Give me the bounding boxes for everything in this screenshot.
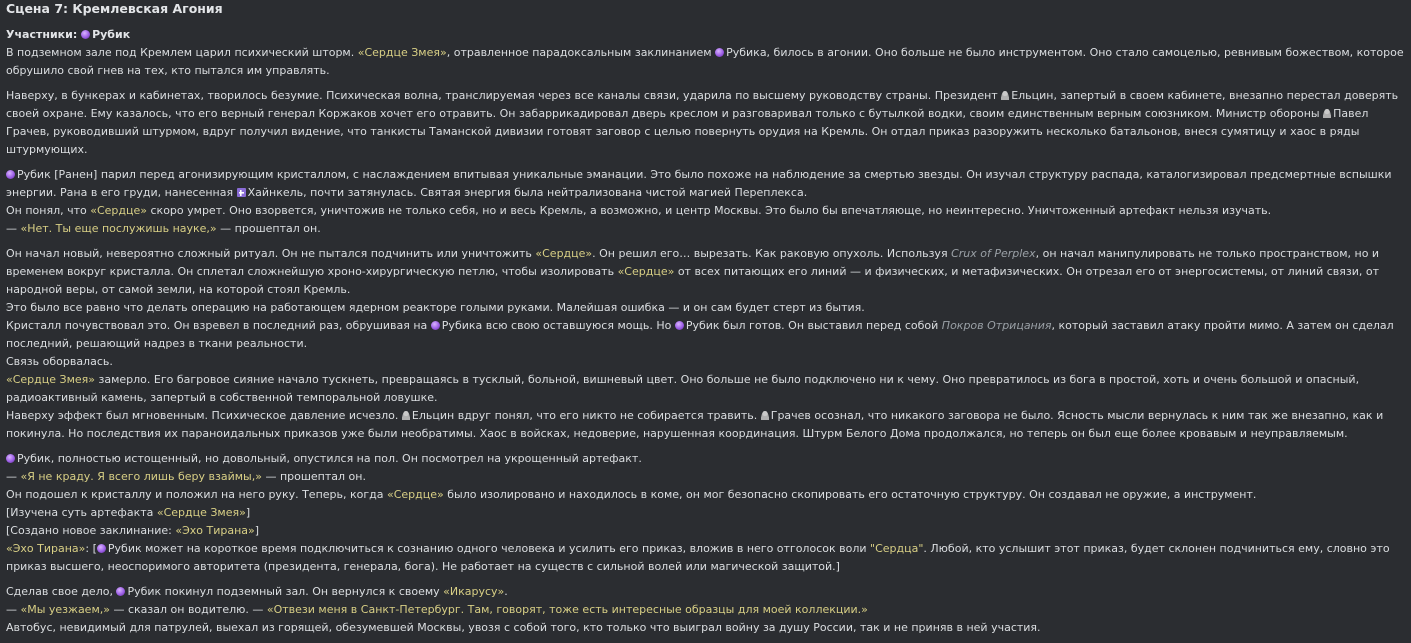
person-bust-icon — [1323, 109, 1331, 118]
text-run: В подземном зале под Кремлем царил психический шторм. — [6, 46, 358, 59]
text-run: — прошептал он. — [261, 470, 366, 483]
quoted-text: «Сердце» — [617, 265, 675, 278]
quoted-text: «Отвези меня в Санкт-Петербург. Там, говорят, тоже есть интересные образцы для моей коллекции.» — [266, 603, 868, 616]
text-run: , он начал манипулировать не только пространством, но и временем вокруг кристалла. Он сплетал сложнейшую хроно-хирургическую петлю, чтобы изолировать — [6, 247, 1380, 278]
text-run: замерло. Его багровое сияние начало тускнеть, превращаясь в тусклый, больной, вишневый цвет. Оно больше не было подключено ни к чему. Оно превратилось из бога в простой, хоть и очень большой и опасный, радиоактивный камень, запертый в собственной темпоральной ловушке. — [6, 373, 1360, 404]
text-run: Автобус, невидимый для патрулей, выехал из горящей, обезумевшей Москвы, увозя с собой того, кто только что выиграл войну за душу России, так и не приняв в ней участия. — [6, 621, 1041, 634]
purple-orb-icon — [97, 544, 106, 553]
purple-orb-icon — [715, 48, 724, 57]
quoted-text: "Сердца" — [870, 542, 924, 555]
text-run: , отравленное парадоксальным заклинанием — [446, 46, 716, 59]
story-line — [6, 522, 1406, 540]
quoted-text: «Сердце» — [535, 247, 593, 260]
participants-label: Участники: — [6, 28, 78, 41]
text-run: [Создано новое заклинание: — [6, 524, 176, 537]
story-paragraph — [6, 450, 1406, 576]
participants-line — [6, 26, 1406, 44]
text-run: — — [6, 222, 21, 235]
story-line — [6, 583, 1406, 601]
purple-orb-icon — [6, 454, 15, 463]
text-run: Наверху, в бункерах и кабинетах, творилось безумие. Психическая волна, транслируемая через все каналы связи, ударила по высшему руководству страны. Президент — [6, 89, 1002, 102]
story-line — [6, 468, 1406, 486]
story-line — [6, 220, 1406, 238]
quoted-text: «Эхо Тирана» — [175, 524, 255, 537]
text-run: Хайнкель, почти затянулась. Святая энергия была нейтрализована чистой магией Переплекса. — [247, 186, 808, 199]
quoted-text: «Икарусу» — [443, 585, 505, 598]
text-run: Рубик был готов. Он выставил перед собой — [685, 319, 942, 332]
quoted-text: «Эхо Тирана» — [6, 542, 86, 555]
text-run: , который заставил атаку пройти мимо. А затем он сделал последний, решающий надрез в ткани реальности. — [6, 319, 1394, 350]
text-run: . Он решил его… вырезать. Как раковую опухоль. Используя — [592, 247, 952, 260]
quoted-text: «Сердце» — [90, 204, 148, 217]
story-line — [6, 540, 1406, 576]
purple-orb-icon — [116, 587, 125, 596]
text-run: Он начал новый, невероятно сложный ритуал. Он не пытался подчинить или уничтожить — [6, 247, 536, 260]
text-run: — — [6, 603, 21, 616]
cross-badge-icon — [237, 188, 246, 197]
text-run: Связь оборвалась. — [6, 355, 113, 368]
story-line — [6, 450, 1406, 468]
text-run: Это было все равно что делать операцию на работающем ядерном реакторе голыми руками. Малейшая ошибка — и он сам будет стерт из бытия. — [6, 301, 865, 314]
person-bust-icon — [402, 411, 410, 420]
text-run: Ельцин, запертый в своем кабинете, внезапно перестал доверять своей охране. Ему казалось, что его верный генерал Коржаков хочет его отравить. Он забаррикадировал дверь креслом и разговаривал только с бутылкой водки, своим единственным верным союзником. Министр обороны — [6, 89, 1399, 120]
scene-title: Сцена 7: Кремлевская Агония — [6, 1, 223, 16]
text-run: — прошептал он. — [216, 222, 321, 235]
text-run: Ельцин вдруг понял, что его никто не собирается травить. — [411, 409, 761, 422]
text-run: Рубик покинул подземный зал. Он вернулся к своему — [127, 585, 444, 598]
quoted-text: «Сердце Змея» — [6, 373, 95, 386]
text-run: от всех питающих его линий — и физических, и метафизических. Он отрезал его от энергосистемы, от линий связи, от народной веры, от самой земли, на которой стоял Кремль. — [6, 265, 1380, 296]
text-run: Грачев осознал, что никакого заговора не было. Ясность мысли вернулась к ним так же внезапно, как и покинула. Но последствия их параноидальных приказов уже были необратимы. Хаос в войсках, недоверие, нарушенная координация. Штурм Белого Дома продолжался, но теперь он был еще более кровавым и неуправляемым. — [6, 409, 1384, 440]
quoted-text: «Сердце» — [387, 488, 444, 501]
story-paragraph — [6, 166, 1406, 238]
purple-orb-icon — [431, 321, 440, 330]
story-body — [6, 44, 1406, 637]
story-paragraph — [6, 87, 1406, 159]
text-run: Наверху эффект был мгновенным. Психическое давление исчезло. — [6, 409, 402, 422]
story-line — [6, 44, 1406, 80]
story-line — [6, 317, 1406, 353]
text-run: . — [504, 585, 508, 598]
text-run: Павел Грачев, руководивший штурмом, вдруг получил видение, что танкисты Таманской дивизии готовят заговор с целью повернуть орудия на Кремль. Он отдал приказ разоружить несколько батальонов, внеся сумятицу и хаос в ряды штурмующих. — [6, 107, 1369, 156]
quoted-text: «Сердце Змея» — [156, 506, 246, 519]
text-run: ] — [245, 506, 251, 519]
story-line — [6, 245, 1406, 299]
chat-message — [6, 0, 1406, 637]
text-run: : [ — [85, 542, 97, 555]
text-run: Сделав свое дело, — [6, 585, 117, 598]
quoted-text: «Мы уезжаем,» — [20, 603, 110, 616]
story-line — [6, 371, 1406, 407]
text-run: ] — [254, 524, 260, 537]
text-run: . Любой, кто услышит этот приказ, будет склонен подчиниться ему, словно это приказ высшего, неоспоримого авторитета (президента, генерала, бога). Не работает на существ с сильной волей или магической защитой.] — [6, 542, 1390, 573]
quoted-text: «Я не краду. Я всего лишь беру взаймы,» — [20, 470, 262, 483]
quoted-text: «Сердце Змея» — [357, 46, 447, 59]
text-run: Рубика, билось в агонии. Оно больше не было инструментом. Оно стало самоцелью, ревнивым божеством, которое обрушило свой гнев на тех, кто пытался им управлять. — [6, 46, 1404, 77]
text-run: было изолировано и находилось в коме, он мог безопасно скопировать его остаточную структуру. Он создавал не оружие, а инструмент. — [443, 488, 1257, 501]
text-run: Рубик [Ранен] парил перед агонизирующим кристаллом, с наслаждением впитывая уникальные эманации. Это было похоже на наблюдение за смертью звезды. Он изучал структуру распада, каталогизировал предсмертные вспышки энергии. Рана в его груди, нанесенная — [6, 168, 1392, 199]
story-line — [6, 299, 1406, 317]
text-run: Рубик, полностью истощенный, но довольный, опустился на пол. Он посмотрел на укрощенный артефакт. — [17, 452, 642, 465]
story-line — [6, 353, 1406, 371]
story-line — [6, 166, 1406, 202]
story-line — [6, 486, 1406, 504]
person-bust-icon — [761, 411, 769, 420]
story-line — [6, 601, 1406, 619]
purple-orb-icon — [675, 321, 684, 330]
story-line — [6, 504, 1406, 522]
text-run: — — [6, 470, 21, 483]
text-run: Он подошел к кристаллу и положил на него руку. Теперь, когда — [6, 488, 387, 501]
story-line — [6, 619, 1406, 637]
purple-orb-icon — [81, 30, 90, 39]
person-bust-icon — [1001, 91, 1009, 100]
item-name: Покров Отрицания — [941, 319, 1052, 332]
text-run: Он понял, что — [6, 204, 91, 217]
story-line — [6, 202, 1406, 220]
participant-name: Рубик — [92, 28, 131, 41]
story-line — [6, 87, 1406, 159]
story-line — [6, 407, 1406, 443]
story-paragraph — [6, 44, 1406, 80]
text-run: [Изучена суть артефакта — [6, 506, 157, 519]
text-run: Кристалл почувствовал это. Он взревел в последний раз, обрушивая на — [6, 319, 431, 332]
item-name: Crux of Perplex — [951, 247, 1036, 260]
story-paragraph — [6, 245, 1406, 443]
text-run: — сказал он водителю. — — [109, 603, 267, 616]
text-run: Рубика всю свою оставшуюся мощь. Но — [441, 319, 675, 332]
purple-orb-icon — [6, 170, 15, 179]
quoted-text: «Нет. Ты еще послужишь науке,» — [20, 222, 217, 235]
story-paragraph — [6, 583, 1406, 637]
text-run: Рубик может на короткое время подключиться к сознанию одного человека и усилить его приказ, вложив в него отголосок воли — [107, 542, 871, 555]
text-run: скоро умрет. Оно взорвется, уничтожив не только себя, но и весь Кремль, а возможно, и центр Москвы. Это было бы впечатляюще, но неинтересно. Уничтоженный артефакт нельзя изучать. — [147, 204, 1272, 217]
